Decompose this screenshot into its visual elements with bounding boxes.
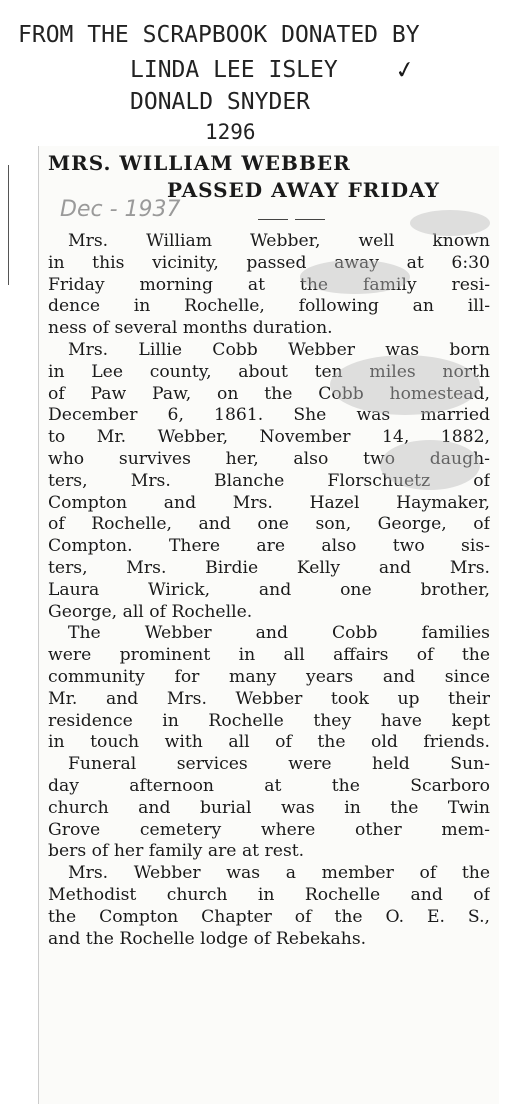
scan-smudge — [300, 260, 410, 294]
text-line: dence in Rochelle, following an ill- — [48, 296, 490, 317]
text-line: Mrs. William Webber, well known — [68, 231, 490, 251]
headline-divider — [295, 219, 325, 220]
text-line: Compton. There are also two sis- — [48, 536, 490, 557]
text-line: and the Rochelle lodge of Rebekahs. — [48, 928, 367, 949]
handwritten-date-note: Dec - 1937 — [60, 197, 181, 222]
text-line: community for many years and since — [48, 666, 490, 687]
scan-edge-rule — [8, 165, 9, 285]
headline-line-2: PASSED AWAY FRIDAY — [167, 178, 440, 202]
text-line: Mrs. Lillie Cobb Webber was born — [68, 339, 490, 360]
text-line: Mr. and Mrs. Webber took up their — [48, 688, 490, 709]
donor-name-2: DONALD SNYDER — [130, 89, 311, 115]
donor-name-1: LINDA LEE ISLEY — [130, 57, 338, 83]
text-line: in touch with all of the old friends. — [48, 732, 490, 753]
text-line: The Webber and Cobb families — [68, 623, 490, 644]
text-line: ters, Mrs. Birdie Kelly and Mrs. — [48, 557, 490, 578]
text-line: Mrs. Webber was a member of the — [68, 863, 490, 884]
text-line: day afternoon at the Scarboro — [48, 775, 490, 796]
text-line: Friday morning at the family resi- — [48, 274, 490, 295]
handwritten-check-mark: ✓ — [392, 54, 418, 86]
text-line: Grove cemetery where other mem- — [48, 819, 490, 840]
text-line: residence in Rochelle they have kept — [48, 710, 490, 731]
headline-line-1: MRS. WILLIAM WEBBER — [48, 151, 351, 175]
text-line: Funeral services were held Sun- — [68, 754, 490, 775]
text-line: were prominent in all affairs of the — [48, 645, 490, 666]
text-line: who survives her, also two daugh- — [48, 448, 490, 469]
text-line: George, all of Rochelle. — [48, 601, 253, 622]
text-line: of Paw Paw, on the Cobb homestead, — [48, 383, 490, 404]
text-line: in Lee county, about ten miles north — [48, 361, 490, 382]
text-line: ness of several months duration. — [48, 318, 333, 339]
text-line: Laura Wirick, and one brother, — [48, 579, 490, 600]
headline-divider — [258, 219, 288, 220]
text-line: church and burial was in the Twin — [48, 797, 490, 818]
text-line: bers of her family are at rest. — [48, 841, 305, 862]
scan-smudge — [410, 210, 490, 236]
text-line: Compton and Mrs. Hazel Haymaker, — [48, 492, 490, 513]
text-line: in this vicinity, passed away at 6:30 — [48, 252, 490, 273]
text-line: the Compton Chapter of the O. E. S., — [48, 906, 490, 927]
text-line: Methodist church in Rochelle and of — [48, 884, 490, 905]
scrapbook-donation-line: FROM THE SCRAPBOOK DONATED BY — [18, 22, 420, 48]
text-line: of Rochelle, and one son, George, of — [48, 514, 490, 535]
text-line: December 6, 1861. She was married — [48, 405, 490, 426]
scan-smudge — [330, 355, 480, 415]
scrapbook-page-number: 1296 — [205, 120, 256, 144]
scan-smudge — [380, 440, 480, 490]
text-line: to Mr. Webber, November 14, 1882, — [48, 427, 490, 448]
text-line: ters, Mrs. Blanche Florschuetz of — [48, 470, 490, 491]
obituary-text — [48, 231, 490, 950]
